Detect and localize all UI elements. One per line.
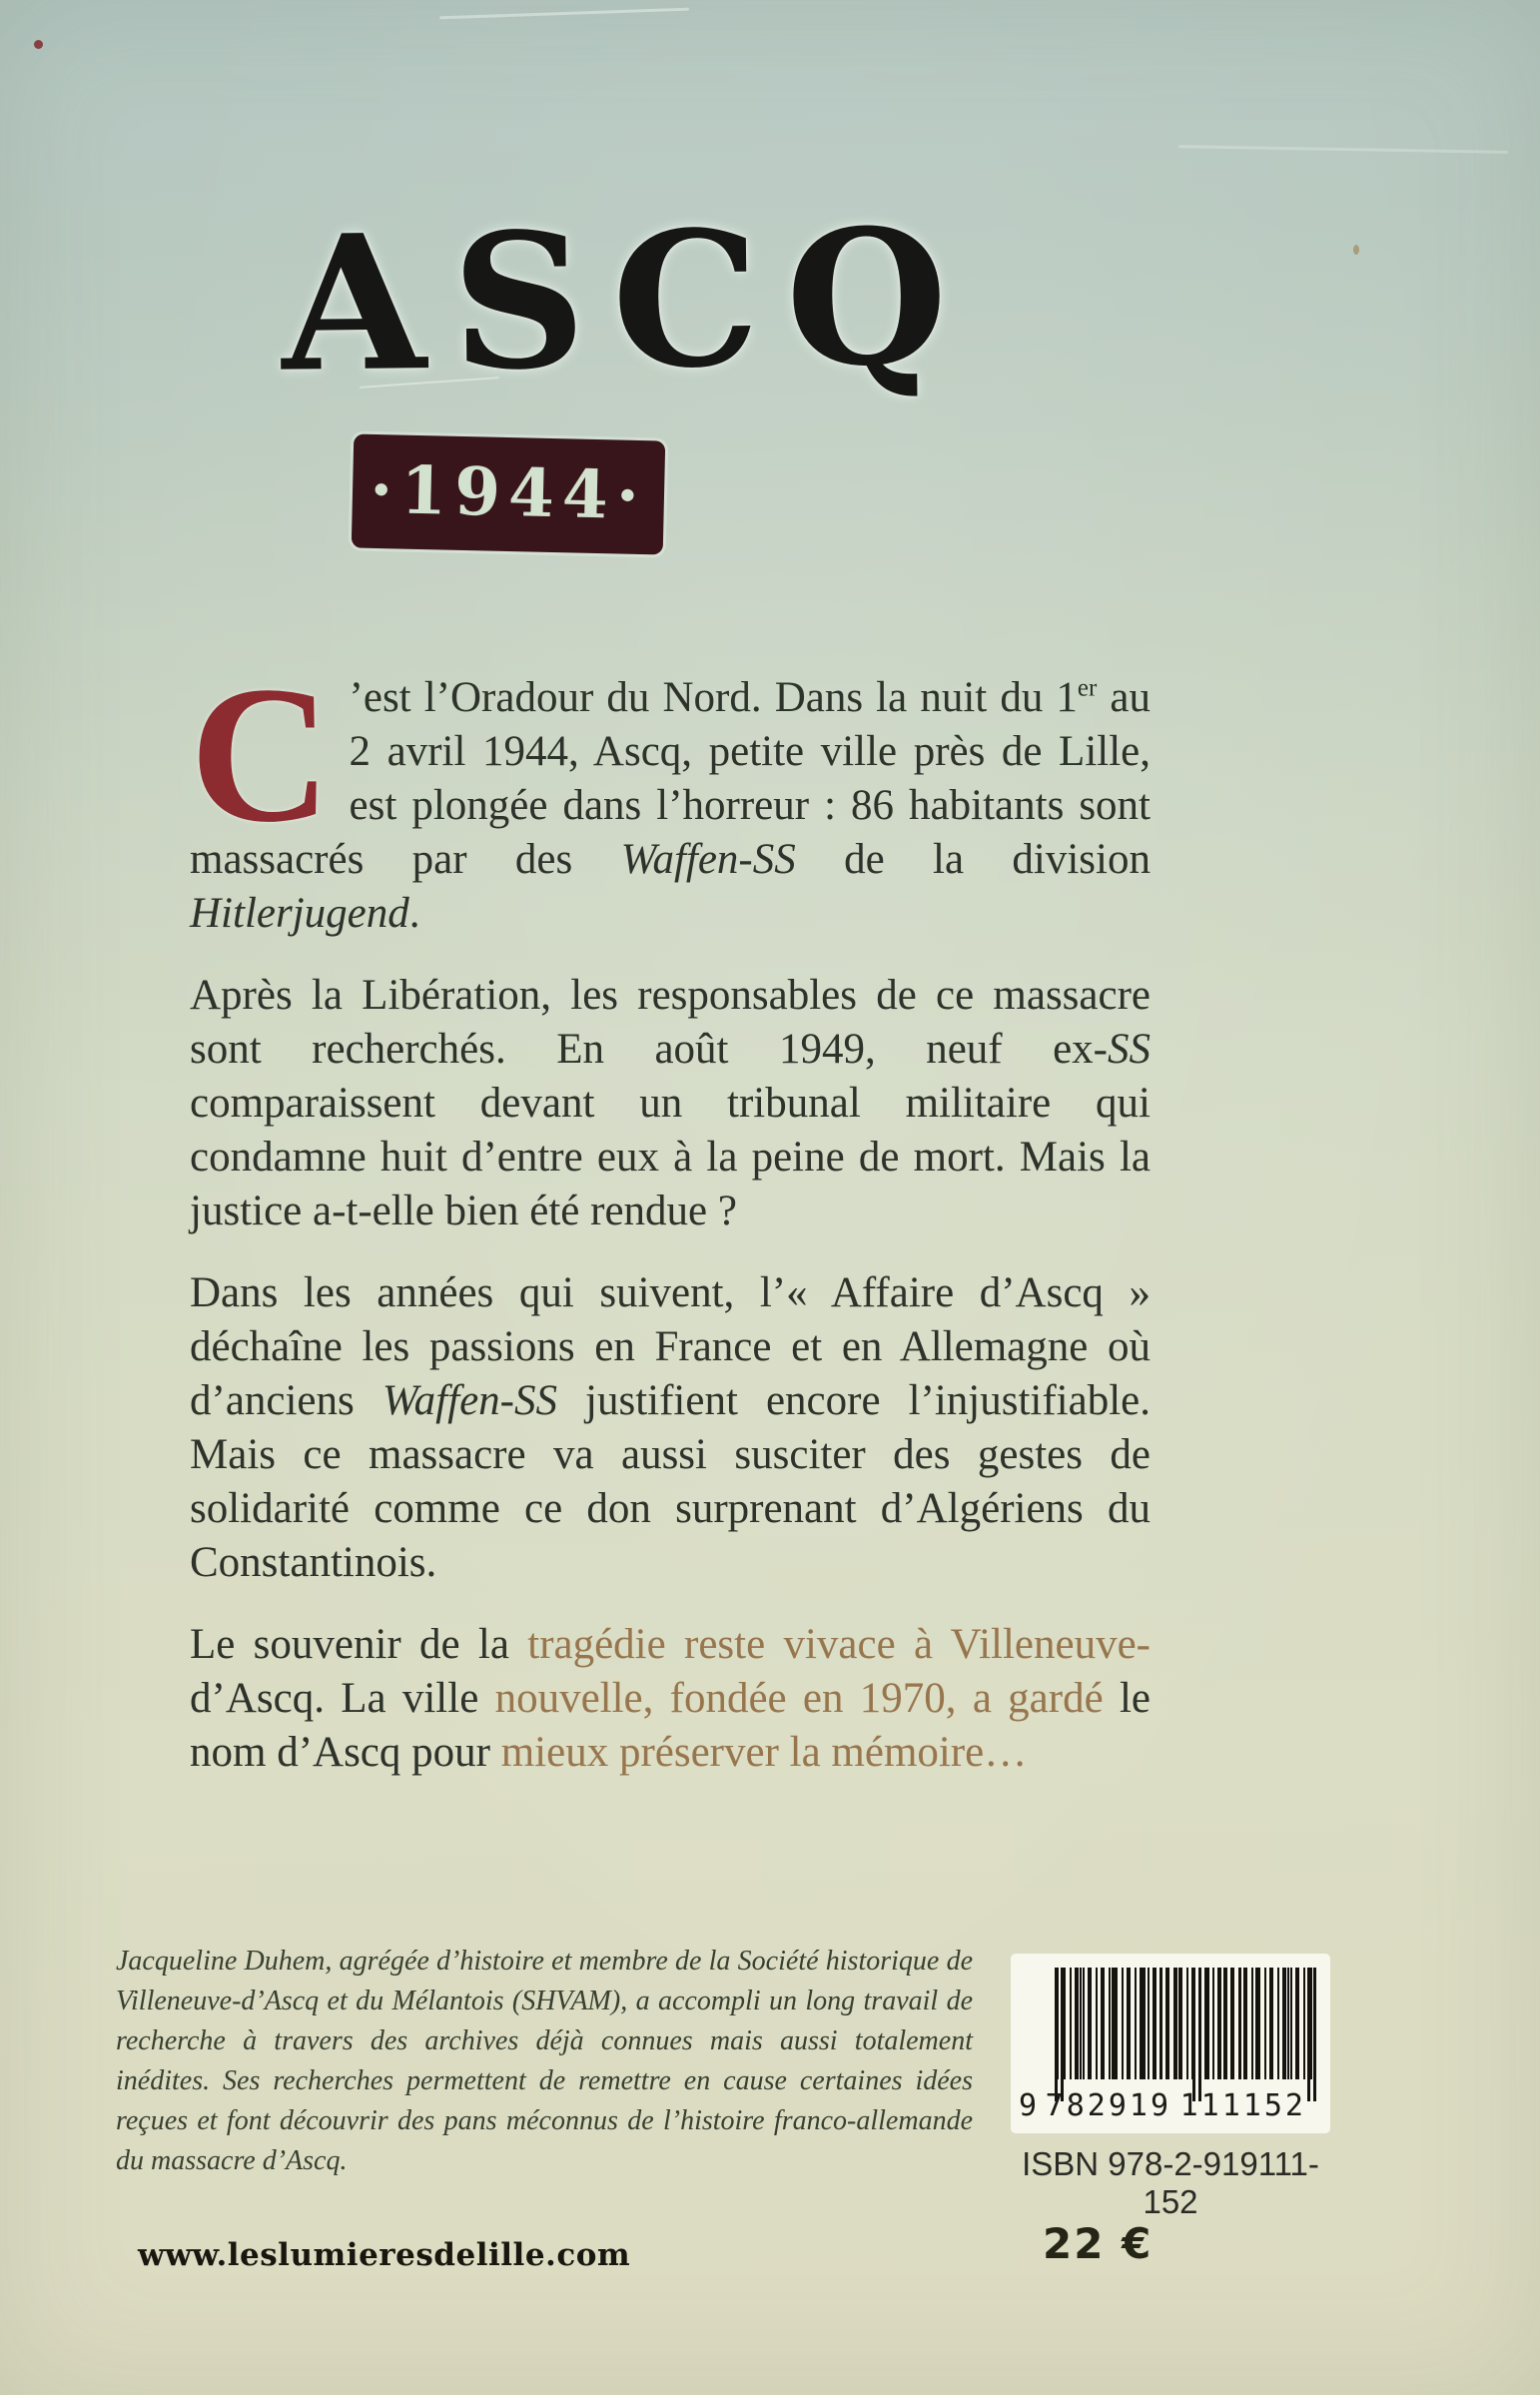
barcode-digit-group: 782919 (1045, 2088, 1172, 2123)
sun-faded-text: tragédie reste vivace à Villeneuve- (527, 1621, 1151, 1668)
synopsis-paragraph-1 (190, 646, 1151, 941)
scratch-mark (1178, 145, 1508, 154)
paragraph-text: ’est l’Oradour du Nord. Dans la nuit du 1 (349, 674, 1078, 721)
italic-term: Hitlerjugend (190, 890, 409, 937)
barcode-digit-group: 111152 (1179, 2088, 1306, 2123)
italic-term: SS (1108, 1026, 1151, 1073)
price-label: 22 € (1043, 2219, 1154, 2268)
dropcap-letter: C (190, 646, 332, 863)
sun-faded-text: mieux préserver la mémoire… (500, 1729, 1028, 1776)
barcode-digit-left: 9 (1019, 2088, 1038, 2123)
synopsis-paragraph-4 (190, 1618, 1151, 1780)
book-title: ASCQ (280, 187, 975, 413)
year-badge (352, 433, 666, 554)
paragraph-text: d’Ascq. La ville (190, 1675, 495, 1722)
paragraph-text: le nom d’Ascq pour (190, 1675, 1151, 1776)
barcode-bars (1057, 1968, 1314, 2079)
barcode-guard-middle (1192, 1968, 1201, 2101)
italic-term: Waffen-SS (620, 836, 796, 883)
barcode-digits (1019, 2088, 1306, 2123)
year-badge-label: ·1944· (369, 449, 648, 535)
scratch-mark (439, 8, 689, 20)
paragraph-text: Le souvenir de la (190, 1621, 528, 1668)
paragraph-text: comparaissent devant un tribunal militaire qui condamne huit d’entre eux à la peine de mort. Mais la justice a-t-elle bien été rendue ? (190, 1080, 1151, 1234)
synopsis-paragraph-2 (190, 969, 1151, 1238)
paper-speck (1353, 245, 1359, 255)
isbn-label: ISBN 978-2-919111-152 (1022, 2145, 1319, 2220)
paper-speck (34, 40, 43, 49)
sun-faded-text: nouvelle, fondée en 1970, a gardé (494, 1675, 1120, 1722)
paragraph-text: Après la Libération, les responsables de ce massacre sont recherchés. En août 1949, neuf ex- (190, 972, 1151, 1073)
paragraph-text: de la division (795, 836, 1151, 883)
barcode-guard-left (1055, 1968, 1064, 2101)
synopsis-text-block (190, 646, 1151, 1808)
barcode-guard-right (1307, 1968, 1316, 2101)
paragraph-text: au 2 avril 1944, Ascq, petite ville près de Lille, est plongée dans l’horreur : 86 habitants sont massacrés par des (190, 674, 1151, 883)
paragraph-text: Dans les années qui suivent, l’« Affaire d’Ascq » déchaîne les passions en France et en Allemagne où d’anciens (190, 1269, 1151, 1424)
paragraph-text: . (408, 890, 420, 937)
barcode (1011, 1954, 1330, 2133)
synopsis-paragraph-3 (190, 1266, 1151, 1590)
italic-term: Waffen-SS (382, 1377, 557, 1424)
author-bio: Jacqueline Duhem, agrégée d’histoire et membre de la Société historique de Villeneuve-d’Ascq et du Mélantois (SHVAM), a accompli un long travail de recherche à travers des archives déjà connues mais aussi totalement inédites. Ses recherches permettent de remettre en cause certaines idées reçues et font découvrir des pans méconnus de l’histoire franco-allemande du massacre d’Ascq. (116, 1946, 973, 2176)
superscript-er: er (1077, 674, 1098, 702)
paragraph-text: justifient encore l’injustifiable. Mais ce massacre va aussi susciter des gestes de solidarité comme ce don surprenant d’Algériens du Constantinois. (190, 1377, 1151, 1586)
publisher-website: www.leslumieresdelille.com (138, 2237, 631, 2273)
